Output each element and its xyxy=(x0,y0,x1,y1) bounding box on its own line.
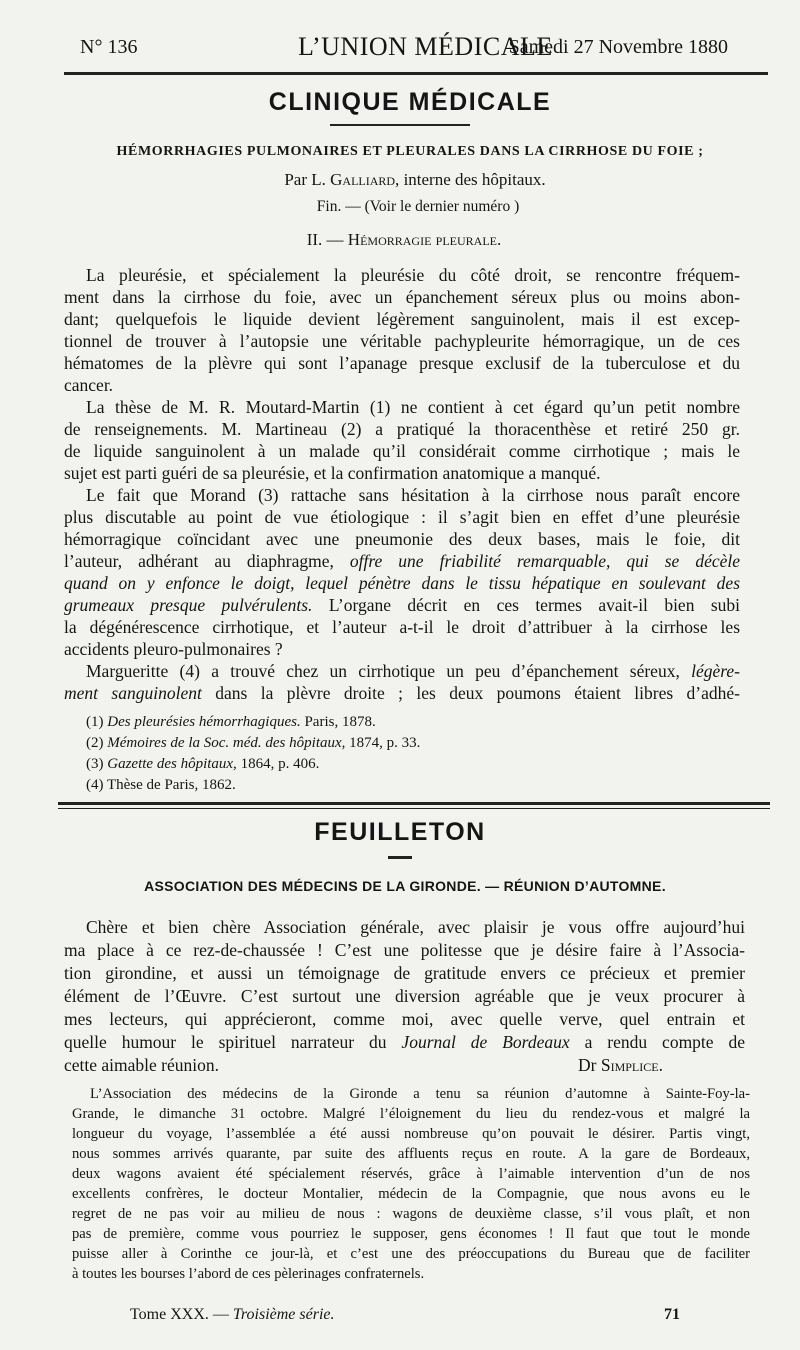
footnote: (2) Mémoires de la Soc. méd. des hôpitaux, 1874, p. 33. xyxy=(86,735,421,751)
issue-date: Samedi 27 Novembre 1880 xyxy=(508,36,728,58)
page-header xyxy=(80,32,728,62)
text-line: l’auteur, adhérant au diaphragme, offre une friabilité remarquable, qui se décèle xyxy=(64,551,740,571)
text-line: dant; quelquefois le liquide devient légèrement sanguinolent, mais il est excep- xyxy=(64,309,740,329)
byline-par: Par L. xyxy=(284,170,326,189)
text-line: hématomes de la plèvre qui sont l’apanage presque exclusif de la tuberculose et du xyxy=(64,353,740,373)
byline xyxy=(30,170,800,190)
text-line: plus discutable au point de vue étiologique : il s’agit bien en effet d’une pleurésie xyxy=(64,507,740,527)
signature: Dr Simplice. xyxy=(578,1055,663,1075)
text-line: ment dans la cirrhose du foie, avec un épanchement séreux plus ou moins abon- xyxy=(64,287,740,307)
text-line: tion girondine, et aussi un témoignage de gratitude envers ce précieux et premier xyxy=(64,963,745,983)
section-title-clinique: CLINIQUE MÉDICALE xyxy=(268,88,552,116)
text-line: nous sommes arrivés quarante, par suite des affluents reçus en route. A la gare de Bordeaux, xyxy=(72,1146,750,1162)
text-line: grumeaux presque pulvérulents. L’organe décrit en ces termes avait-il bien subi xyxy=(64,595,741,615)
feuilleton-rule-bottom xyxy=(58,808,770,809)
text-line: longueur du voyage, l’assemblée a été aussi nombreuse qu’on pouvait le désirer. Partis vingt, xyxy=(72,1126,750,1142)
article-title: HÉMORRHAGIES PULMONAIRES ET PLEURALES DANS LA CIRRHOSE DU FOIE ; xyxy=(116,144,704,159)
text-line: de renseignements. M. Martineau (2) a pratiqué la thoracenthèse et retiré 250 gr. xyxy=(64,419,740,439)
text-line: de liquide sanguinolent à un malade qu’il considérait comme cirrhotique ; mais le xyxy=(64,441,740,461)
byline-author: Galliard, xyxy=(330,170,400,189)
fin-note: Fin. — (Voir le dernier numéro ) xyxy=(316,198,520,215)
issue-number: N° 136 xyxy=(80,36,138,58)
footnote: (4) Thèse de Paris, 1862. xyxy=(86,777,236,793)
text-line: regret de ne pas voir au milieu de nous : wagons de deuxième classe, s’il vous plaît, et non xyxy=(72,1206,750,1222)
text-line: accidents pleuro-pulmonaires ? xyxy=(64,639,283,659)
text-line: ma place à ce rez-de-chaussée ! C’est une politesse que je désire faire à l’Associa- xyxy=(64,940,745,960)
text-line: puisse aller à Corinthe ce jour-là, et c’est une des préoccupations du Bureau que de faciliter xyxy=(72,1246,750,1262)
text-line: deux wagons avaient été spécialement réservés, grâce à l’aimable intervention d’un de nos xyxy=(72,1166,750,1182)
footnote: (3) Gazette des hôpitaux, 1864, p. 406. xyxy=(86,756,320,772)
section-rule xyxy=(330,124,470,126)
text-line: Le fait que Morand (3) rattache sans hésitation à la cirrhose nous paraît encore xyxy=(86,485,740,505)
journal-title: L’UNION MÉDICALE xyxy=(298,32,553,61)
footnote: (1) Des pleurésies hémorrhagiques. Paris, 1878. xyxy=(86,714,376,730)
text-line: excellents confrères, le docteur Montalier, médecin de la Compagnie, que nous avons eu le xyxy=(72,1186,750,1202)
section-title-feuilleton: FEUILLETON xyxy=(314,818,486,846)
page-footer: Tome XXX. — Troisième série. xyxy=(130,1306,335,1323)
feuilleton-rule-top xyxy=(58,802,770,805)
section-dash xyxy=(388,856,412,859)
text-line: quand on y enfonce le doigt, lequel pénètre dans le tissu hépatique en soulevant des xyxy=(64,573,740,593)
text-line: hémorragique coïncidant avec une pneumonie des deux bases, mais le foie, dit xyxy=(64,529,740,549)
text-line: à toutes les bourses l’abord de ces pèlerinages confraternels. xyxy=(72,1266,425,1282)
feuilleton-subtitle: ASSOCIATION DES MÉDECINS DE LA GIRONDE. — RÉUNION D’AUTOMNE. xyxy=(144,878,666,894)
text-line: La pleurésie, et spécialement la pleurésie du côté droit, se rencontre fréquem- xyxy=(86,265,740,285)
subsection-title: II. — Hémorragie pleurale. xyxy=(306,230,502,249)
page-number: 71 xyxy=(664,1306,680,1323)
header-rule xyxy=(64,72,768,75)
text-line: Grande, le dimanche 31 octobre. Malgré l’éloignement du lieu du rendez-vous et malgré la xyxy=(72,1106,750,1122)
text-line: tionnel de trouver à l’autopsie une véritable pachypleurite hémorragique, un de ces xyxy=(64,331,740,351)
text-line: la dégénérescence cirrhotique, et l’auteur a-t-il le droit d’attribuer à la cirrhose les xyxy=(64,617,740,637)
text-line: cancer. xyxy=(64,375,114,395)
text-line: La thèse de M. R. Moutard-Martin (1) ne contient à cet égard qu’un petit nombre xyxy=(86,397,740,417)
text-line: quelle humour le spirituel narrateur du Journal de Bordeaux a rendu compte de xyxy=(64,1032,746,1052)
text-line: pas de première, comme vous pourriez le supposer, gens économes ! Il faut que tout le monde xyxy=(72,1226,750,1242)
text-line: sujet est parti guéri de sa pleurésie, et la confirmation anatomique a manqué. xyxy=(64,463,601,483)
byline-role: interne des hôpitaux. xyxy=(403,170,546,189)
text-line: ment sanguinolent dans la plèvre droite ; les deux poumons étaient libres d’adhé- xyxy=(64,683,740,703)
text-line: Chère et bien chère Association générale, avec plaisir je vous offre aujourd’hui xyxy=(86,917,745,937)
text-line: L’Association des médecins de la Gironde a tenu sa réunion d’automne à Sainte-Foy-la- xyxy=(90,1086,750,1102)
text-line: élément de l’Œuvre. C’est surtout une diversion agréable que je veux procurer à xyxy=(64,986,745,1006)
text-line: Margueritte (4) a trouvé chez un cirrhotique un peu d’épanchement séreux, légère- xyxy=(86,661,740,681)
text-line: cette aimable réunion. xyxy=(64,1055,219,1075)
text-line: mes lecteurs, qui apprécieront, comme moi, avec quelle verve, quel entrain et xyxy=(64,1009,745,1029)
